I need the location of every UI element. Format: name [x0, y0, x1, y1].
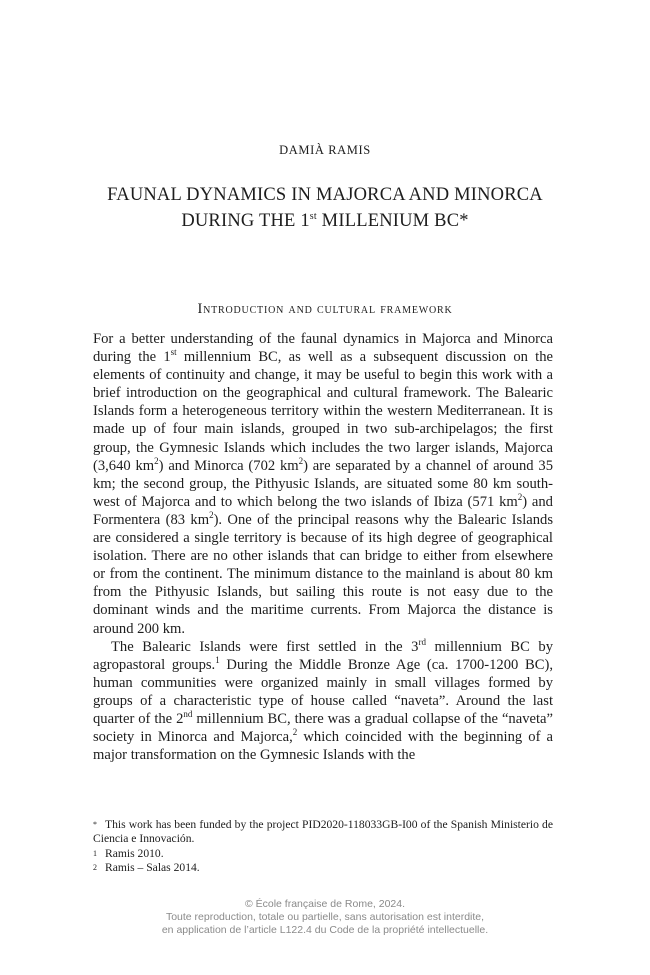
- footnote-2: 2 Ramis – Salas 2014.: [93, 861, 200, 875]
- body-text: [93, 330, 553, 764]
- title-line-2: DURING THE 1st MILLENIUM BC*: [181, 211, 469, 232]
- paragraph-2: The Balearic Islands were first settled in the 3rd millennium BC by agropastoral groups.$^1$ During the Middle Bronze Age (ca. 1700-1200 BC), human communities were organized mainly in small villages formed by groups of a characteristic type of house called “naveta”. Around the last quarter of the 2nd millennium BC, there was a gradual collapse of the “naveta” society in Minorca and Majorca,$^2$ which coincided with the beginning of a major transformation on the Gymnesic Islands with the: [93, 636, 554, 764]
- paragraph-1: For a better understanding of the faunal dynamics in Majorca and Minorca during the 1st millennium BC, as well as a subsequent discussion on the elements of continuity and change, it may be useful to begin this work with a brief introduction on the geographical and cultural framework. The Balearic Islands form a heterogeneous territory within the western Mediterranean. It is made up of four main islands, grouped in two sub-archipelagos; the first group, the Gymnesic Islands which includes the two larger islands, Majorca (3,640 $km^2$) and Minorca (702 $km^2$) are separated by a channel of around 35 km; the second group, the Pithyusic Islands, are situated some 80 km south-west of Majorca and to which belong the two islands of Ibiza (571 $km^2$) and Formentera (83 $km^2$). One of the principal reasons why the Balearic Islands are considered a single territory is because of its high degree of geographical isolation. There are no other islands that can bridge to either from elsewhere or from the continent. The minimum distance to the mainland is about 80 km from the Pithyusic Islands, but sailing this route is not easy due to the dominant winds and the maritime currents. From Majorca the distance is around 200 km.: [93, 331, 554, 637]
- author-name: DAMIÀ RAMIS: [279, 143, 371, 157]
- section-heading: Introduction and cultural framework: [197, 301, 453, 317]
- footnote-ref-2[interactable]: 2: [292, 727, 298, 738]
- copyright-line-3: en application de l’article L122.4 du Code de la propriété intellectuelle.: [161, 924, 489, 936]
- copyright-line-1: © École française de Rome, 2024.: [244, 898, 406, 910]
- article-title: [0, 184, 650, 232]
- copyright-notice: [0, 898, 650, 937]
- footnote-star: * This work has been funded by the project PID2020-118033GB-I00 of the Spanish Ministerio de Ciencia e Innovación.: [93, 818, 553, 846]
- footnotes: [93, 818, 553, 876]
- footnote-1: 1 Ramis 2010.: [93, 846, 164, 860]
- title-line-1: FAUNAL DYNAMICS IN MAJORCA AND MINORCA: [107, 185, 543, 205]
- footnote-ref-1[interactable]: 1: [215, 654, 220, 665]
- copyright-line-2: Toute reproduction, totale ou partielle, sans autorisation est interdite,: [165, 911, 485, 923]
